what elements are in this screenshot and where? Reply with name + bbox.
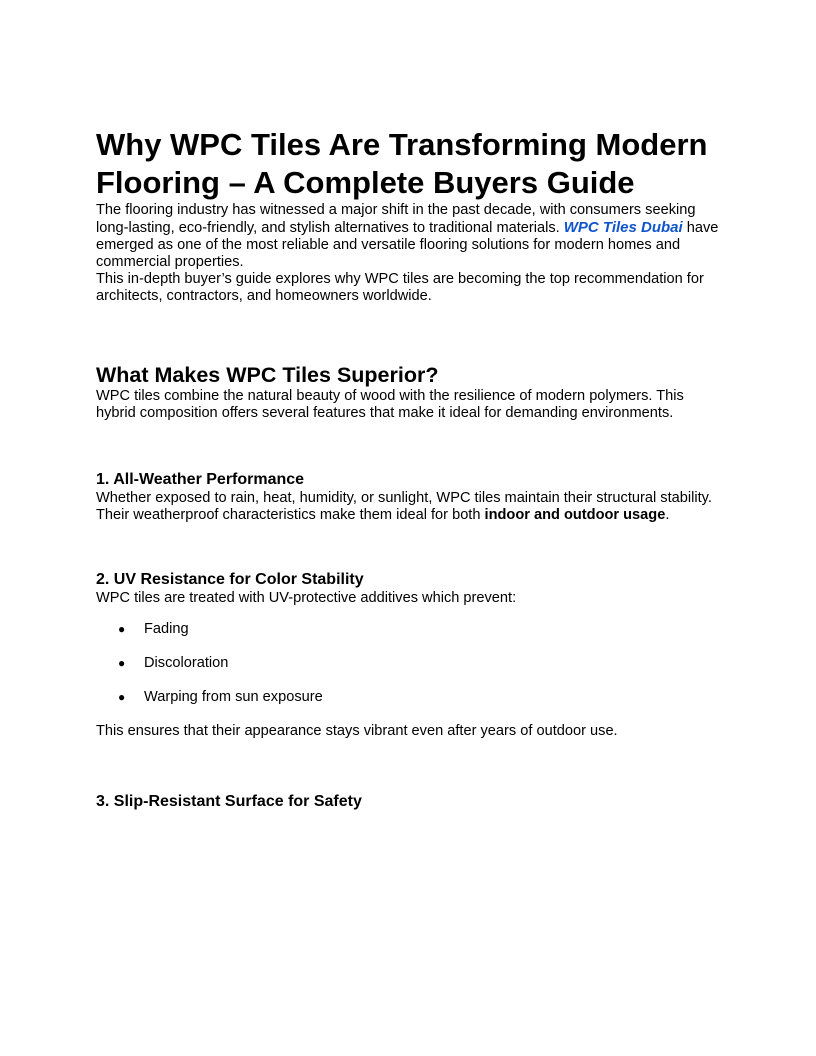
list-item [96,689,726,706]
all-weather-text-b: . [665,507,670,523]
bullet-icon: ● [118,622,126,636]
subheading-slip-resistant: 3. Slip-Resistant Surface for Safety [96,793,362,810]
document-title: Why WPC Tiles Are Transforming Modern Flooring – A Complete Buyers Guide [96,127,708,200]
uv-paragraph: WPC tiles are treated with UV-protective additives which prevent: [96,590,517,606]
uv-closing-paragraph: This ensures that their appearance stays vibrant even after years of outdoor use. [96,723,618,739]
subheading-uv-resistance: 2. UV Resistance for Color Stability [96,571,364,588]
uv-bullet-list [96,621,726,706]
intro-paragraph-1 [96,202,726,271]
list-item [96,621,726,638]
list-item-text: Discoloration [144,655,229,671]
intro-text-1a: The flooring industry has witnessed a major shift in the past decade, with consumers seeking long-lasting, eco-friendly, and stylish alternatives to traditional materials. [96,202,696,236]
intro-paragraph-2: This in-depth buyer’s guide explores why WPC tiles are becoming the top recommendation for architects, contractors, and homeowners worldwide. [96,271,704,304]
all-weather-bold: indoor and outdoor usage [484,507,666,523]
bullet-icon: ● [118,656,126,670]
all-weather-paragraph [96,490,726,524]
list-item-text: Warping from sun exposure [144,689,323,705]
wpc-tiles-dubai-link[interactable]: WPC Tiles Dubai [563,219,683,236]
bullet-icon: ● [118,690,126,704]
section-heading-superior: What Makes WPC Tiles Superior? [96,363,439,387]
document-page [96,126,726,812]
superior-paragraph: WPC tiles combine the natural beauty of wood with the resilience of modern polymers. This hybrid composition offers several features that make it ideal for demanding environments. [96,388,684,421]
list-item-text: Fading [144,621,189,637]
subheading-all-weather: 1. All-Weather Performance [96,471,305,488]
all-weather-text-a: Whether exposed to rain, heat, humidity, or sunlight, WPC tiles maintain their structural stability. Their weatherproof characteristics make them ideal for both [96,490,712,523]
list-item [96,655,726,672]
intro-text-1b: have emerged as one of the most reliable and versatile flooring solutions for modern homes and commercial properties. [96,220,719,270]
